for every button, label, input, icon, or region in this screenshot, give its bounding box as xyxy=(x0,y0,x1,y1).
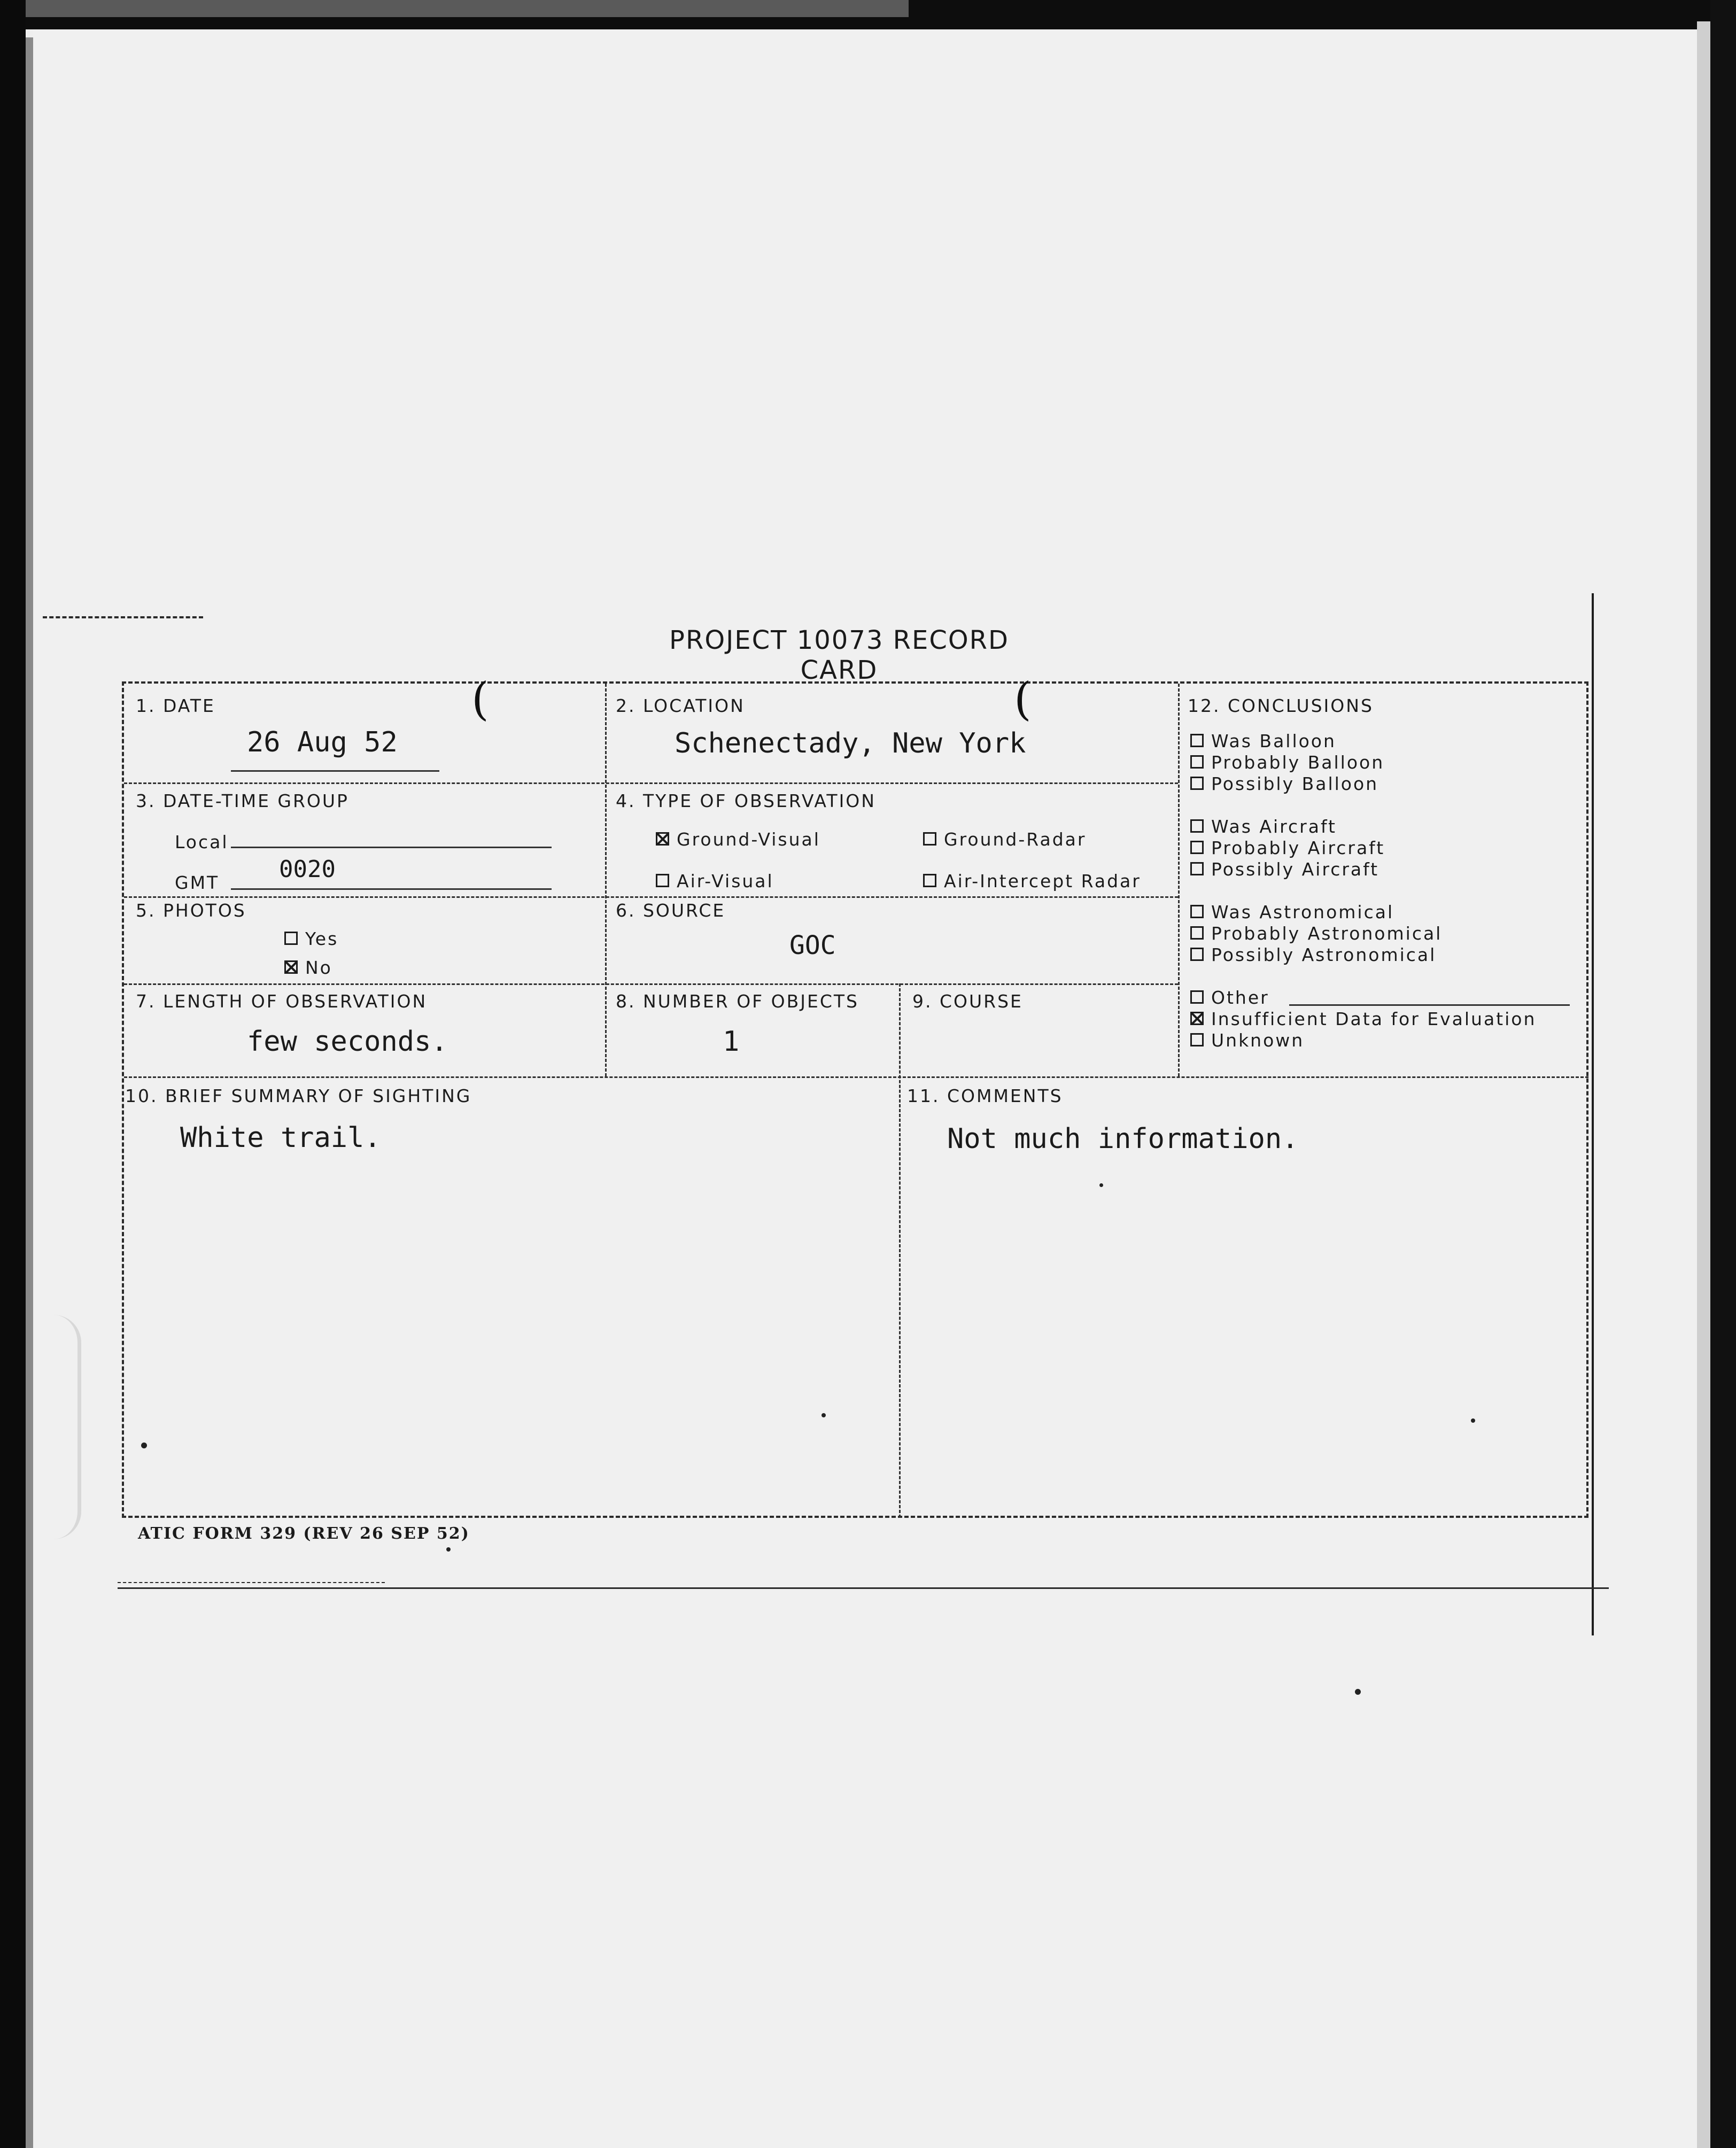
local-label: Local xyxy=(175,832,229,852)
conclusion-probably-astronomical[interactable]: Probably Astronomical xyxy=(1190,923,1442,944)
checkbox xyxy=(1190,905,1204,918)
source-label: 6. SOURCE xyxy=(616,900,726,921)
checkbox xyxy=(656,874,669,887)
speck xyxy=(1471,1418,1475,1423)
observation-ground-radar[interactable]: Ground-Radar xyxy=(923,829,1086,850)
conclusion-probably-aircraft[interactable]: Probably Aircraft xyxy=(1190,838,1385,858)
number-of-objects-value: 1 xyxy=(723,1026,740,1058)
date-time-group-label: 3. DATE-TIME GROUP xyxy=(136,790,349,811)
checkbox xyxy=(923,832,936,846)
date-value: 26 Aug 52 xyxy=(247,726,398,758)
photos-no[interactable]: No xyxy=(284,957,332,978)
date-label: 1. DATE xyxy=(136,695,215,716)
checkbox-checked xyxy=(656,832,669,846)
conclusions-label: 12. CONCLUSIONS xyxy=(1188,695,1374,716)
observation-air-intercept-radar[interactable]: Air-Intercept Radar xyxy=(923,871,1141,891)
local-line xyxy=(231,847,552,848)
row-divider-4 xyxy=(124,1076,1588,1078)
speck xyxy=(1355,1689,1361,1695)
record-card xyxy=(122,673,1588,1518)
speck xyxy=(446,1547,451,1552)
conclusion-was-balloon[interactable]: Was Balloon xyxy=(1190,731,1336,751)
scan-border-right-edge xyxy=(1697,21,1712,2148)
scan-border-top-light xyxy=(0,0,909,17)
card-title: PROJECT 10073 RECORD CARD xyxy=(669,625,1009,685)
row-divider-2 xyxy=(124,896,1178,898)
conclusion-was-aircraft[interactable]: Was Aircraft xyxy=(1190,816,1337,837)
scan-border-left-edge xyxy=(26,37,33,2148)
row-divider-1 xyxy=(124,782,1178,784)
brief-summary-label: 10. BRIEF SUMMARY OF SIGHTING xyxy=(125,1085,472,1106)
checkbox xyxy=(923,874,936,887)
checkbox xyxy=(1190,819,1204,833)
conclusion-probably-balloon[interactable]: Probably Balloon xyxy=(1190,752,1384,773)
type-of-observation-label: 4. TYPE OF OBSERVATION xyxy=(616,790,876,811)
conclusion-possibly-aircraft[interactable]: Possibly Aircraft xyxy=(1190,859,1379,880)
brief-summary-value: White trail. xyxy=(180,1122,381,1154)
location-label: 2. LOCATION xyxy=(616,695,745,716)
row-divider-3 xyxy=(124,983,1178,985)
conclusion-possibly-astronomical[interactable]: Possibly Astronomical xyxy=(1190,944,1436,965)
comments-label: 11. COMMENTS xyxy=(907,1085,1063,1106)
scan-border-right xyxy=(1710,0,1736,2148)
checkbox xyxy=(1190,948,1204,961)
col-divider-c xyxy=(1178,684,1180,1076)
checkbox xyxy=(284,932,298,945)
speck xyxy=(821,1413,826,1417)
observation-air-visual[interactable]: Air-Visual xyxy=(656,871,774,891)
checkbox xyxy=(1190,990,1204,1004)
checkbox xyxy=(1190,755,1204,769)
speck xyxy=(1099,1183,1103,1187)
checkbox xyxy=(1190,777,1204,790)
location-value: Schenectady, New York xyxy=(675,727,1026,759)
date-mark: ( xyxy=(471,673,489,725)
speck xyxy=(141,1443,147,1448)
location-mark: ( xyxy=(1014,673,1032,725)
comments-value: Not much information. xyxy=(947,1123,1299,1155)
photos-yes[interactable]: Yes xyxy=(284,928,338,949)
conclusion-possibly-balloon[interactable]: Possibly Balloon xyxy=(1190,773,1378,794)
form-number: ATIC FORM 329 (REV 26 SEP 52) xyxy=(138,1524,470,1543)
checkbox xyxy=(1190,1033,1204,1046)
checkbox-checked xyxy=(1190,1012,1204,1025)
scan-border-left xyxy=(0,0,26,2148)
checkbox xyxy=(1190,841,1204,854)
other-underline xyxy=(1289,1004,1570,1006)
checkbox xyxy=(1190,862,1204,875)
photos-label: 5. PHOTOS xyxy=(136,900,246,921)
card-edge-top-left xyxy=(43,616,203,618)
length-of-observation-label: 7. LENGTH OF OBSERVATION xyxy=(136,991,428,1012)
checkbox xyxy=(1190,734,1204,747)
col-divider-b xyxy=(899,983,901,1518)
conclusion-unknown[interactable]: Unknown xyxy=(1190,1030,1304,1051)
gmt-value: 0020 xyxy=(279,856,336,883)
checkbox-checked xyxy=(284,960,298,974)
checkbox xyxy=(1190,926,1204,940)
page-crease xyxy=(53,1315,81,1539)
card-edge-right xyxy=(1592,593,1594,1635)
conclusion-other[interactable]: Other xyxy=(1190,987,1269,1008)
date-underline xyxy=(231,770,439,772)
col-divider-a xyxy=(605,684,607,1076)
conclusion-was-astronomical[interactable]: Was Astronomical xyxy=(1190,902,1394,922)
number-of-objects-label: 8. NUMBER OF OBJECTS xyxy=(616,991,859,1012)
gmt-line xyxy=(231,888,552,890)
card-edge-bottom-faint xyxy=(118,1582,385,1583)
conclusion-insufficient-data[interactable]: Insufficient Data for Evaluation xyxy=(1190,1009,1536,1029)
course-label: 9. COURSE xyxy=(912,991,1023,1012)
observation-ground-visual[interactable]: Ground-Visual xyxy=(656,829,820,850)
length-of-observation-value: few seconds. xyxy=(247,1026,448,1058)
gmt-label: GMT xyxy=(175,872,220,893)
source-value: GOC xyxy=(789,930,836,960)
card-edge-bottom xyxy=(118,1587,1609,1589)
